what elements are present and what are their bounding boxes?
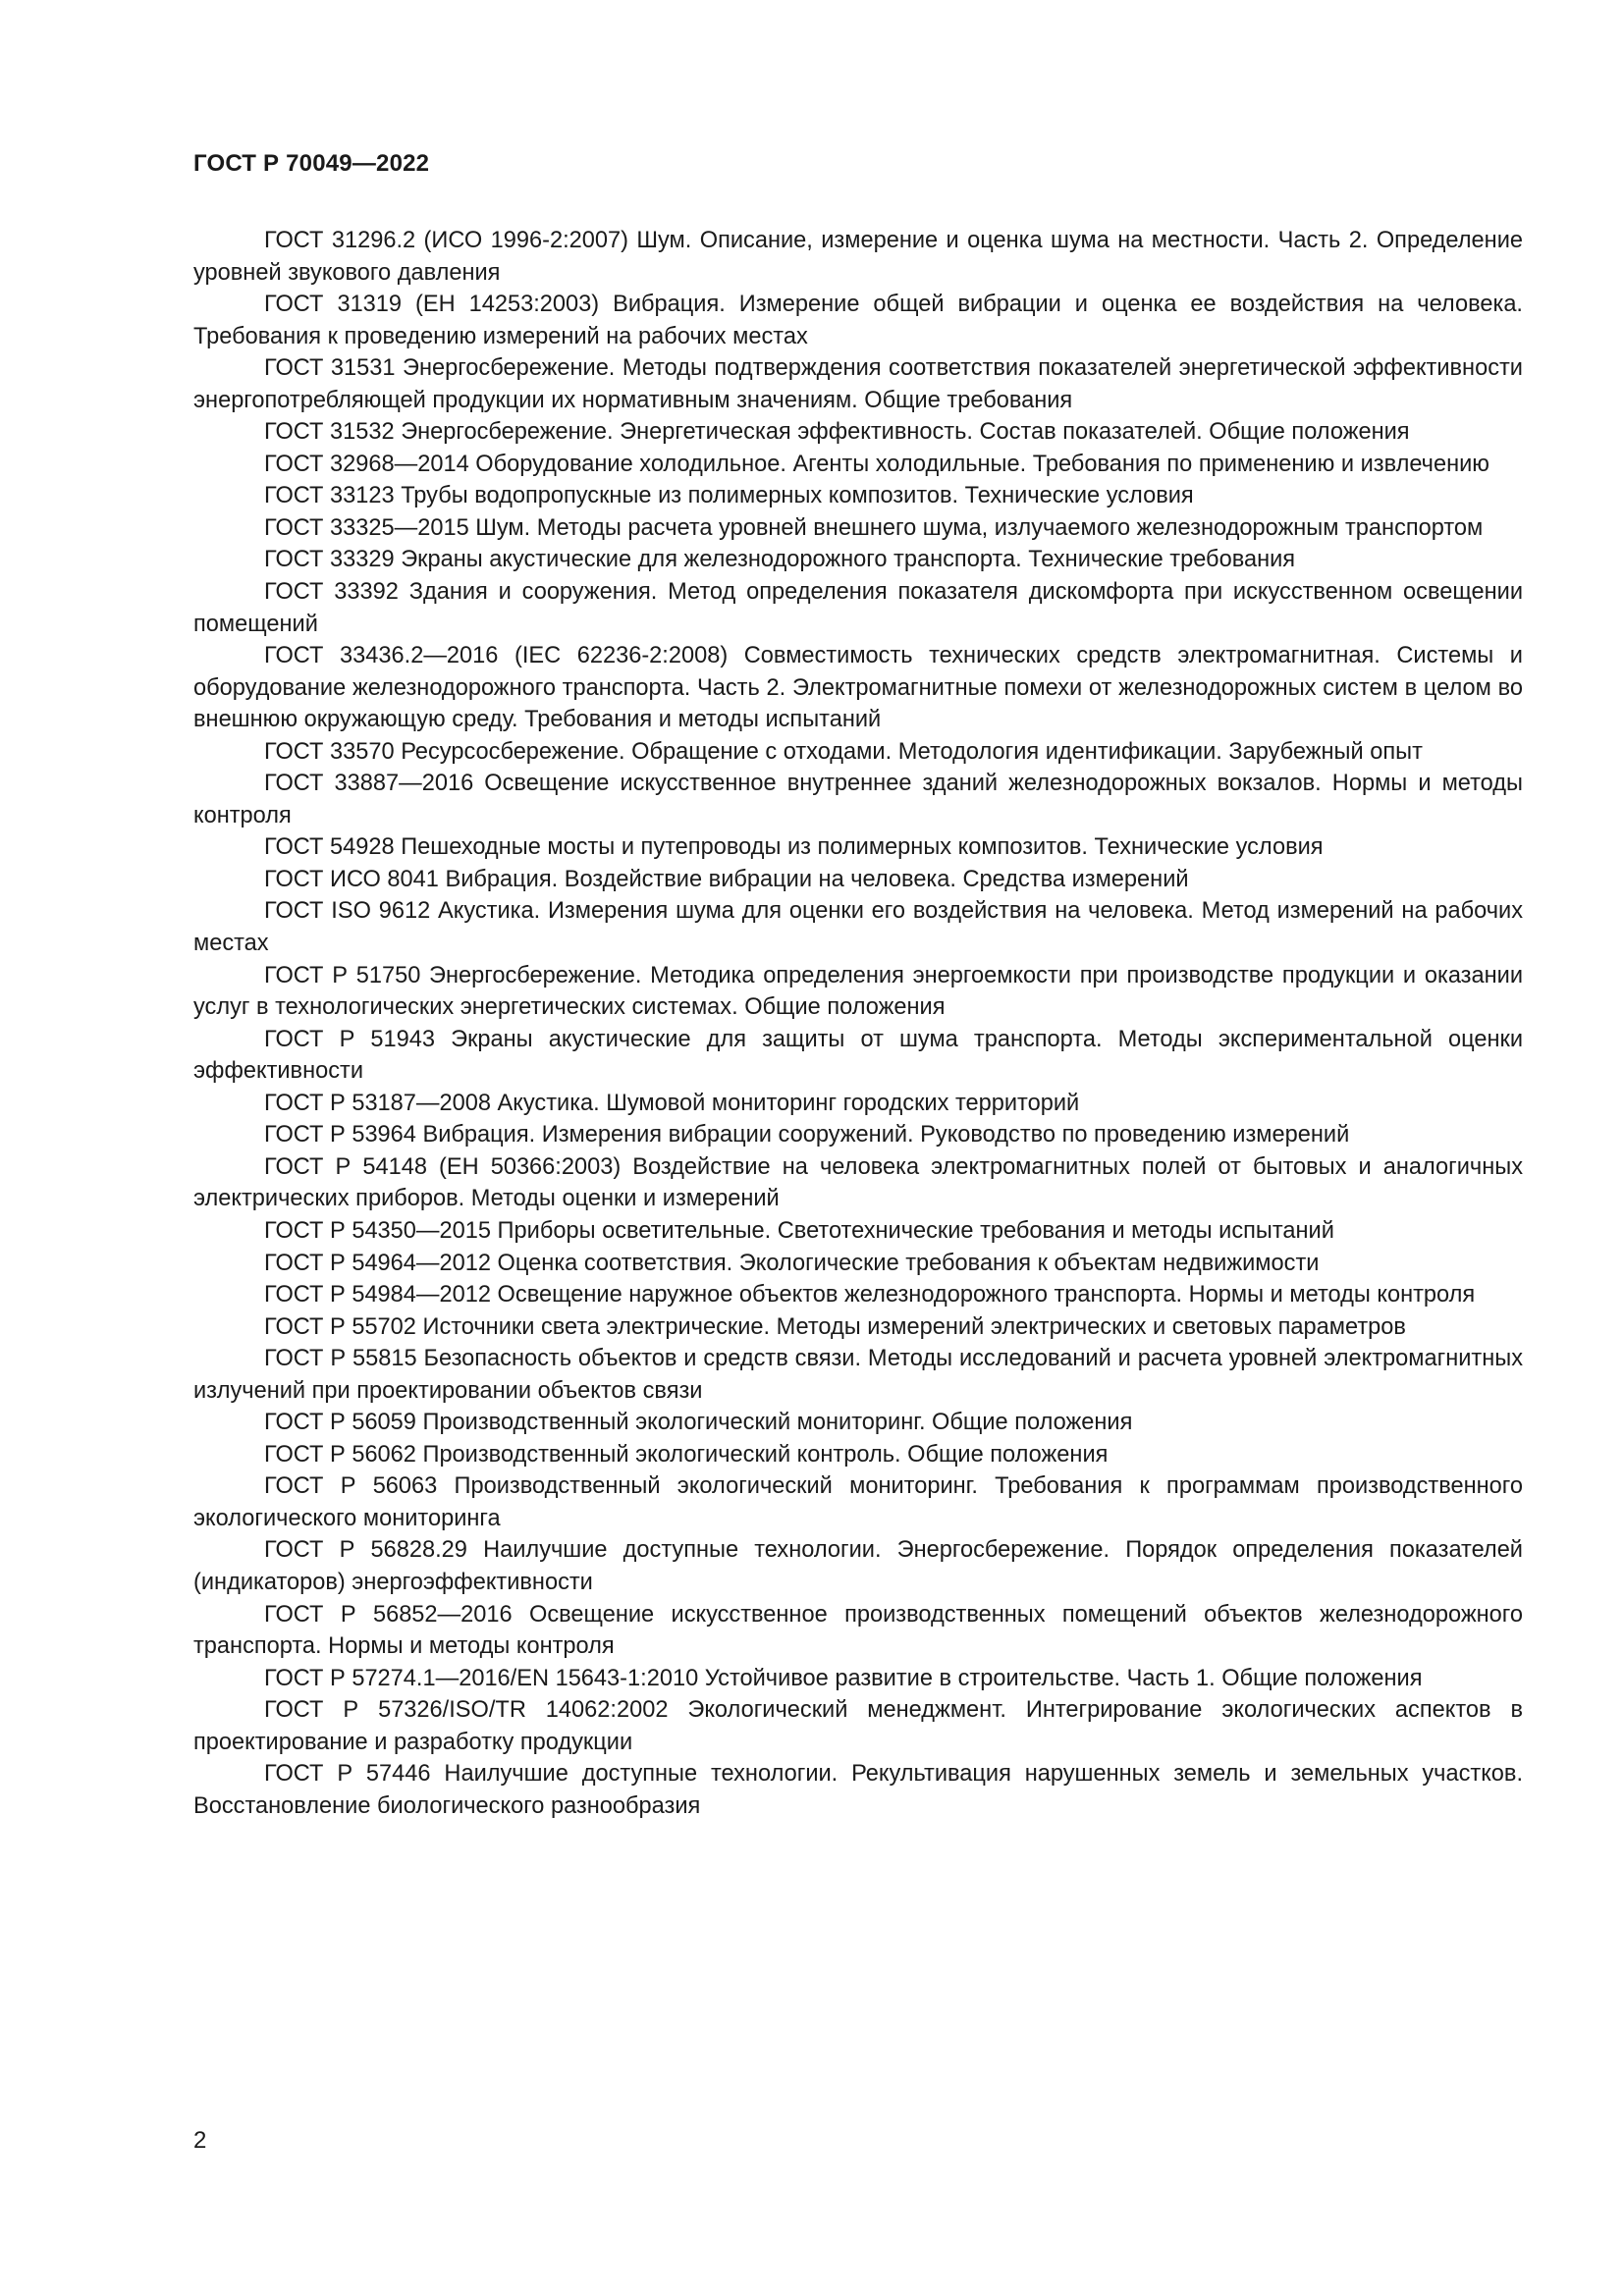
reference-item: ГОСТ 33887—2016 Освещение искусственное внутреннее зданий железнодорожных вокзалов. Нормы и методы контроля	[193, 771, 1530, 828]
reference-item: ГОСТ Р 53964 Вибрация. Измерения вибрации сооружений. Руководство по проведению измерений	[264, 1122, 1350, 1148]
reference-item: ГОСТ 33325—2015 Шум. Методы расчета уровней внешнего шума, излучаемого железнодорожным транспортом	[264, 514, 1484, 541]
reference-item: ГОСТ Р 55815 Безопасность объектов и средств связи. Методы исследований и расчета уровней электромагнитных излучений при проектировании объектов связи	[193, 1346, 1530, 1404]
reference-item: ГОСТ Р 55702 Источники света электрические. Методы измерений электрических и световых параметров	[264, 1313, 1406, 1340]
reference-item: ГОСТ Р 56059 Производственный экологический мониторинг. Общие положения	[264, 1410, 1133, 1436]
reference-item: ГОСТ 54928 Пешеходные мосты и путепроводы из полимерных композитов. Технические условия	[264, 834, 1324, 861]
reference-item: ГОСТ 33570 Ресурсосбережение. Обращение с отходами. Методология идентификации. Зарубежный опыт	[264, 738, 1423, 765]
reference-item: ГОСТ Р 51943 Экраны акустические для защиты от шума транспорта. Методы экспериментальной оценки эффективности	[193, 1026, 1530, 1085]
reference-item: ГОСТ Р 54964—2012 Оценка соответствия. Экологические требования к объектам недвижимости	[264, 1250, 1320, 1276]
reference-item: ГОСТ 33329 Экраны акустические для железнодорожного транспорта. Технические требования	[264, 547, 1296, 573]
reference-item: ГОСТ 31319 (ЕН 14253:2003) Вибрация. Измерение общей вибрации и оценка ее воздействия на человека. Требования к проведению измерений на рабочих местах	[193, 292, 1530, 349]
normative-references-list	[193, 225, 1530, 1822]
reference-item: ГОСТ Р 56062 Производственный экологический контроль. Общие положения	[264, 1441, 1109, 1468]
reference-item: ГОСТ Р 57274.1—2016/EN 15643-1:2010 Устойчивое развитие в строительстве. Часть 1. Общие положения	[264, 1665, 1423, 1691]
reference-item: ГОСТ 32968—2014 Оборудование холодильное. Агенты холодильные. Требования по применению и извлечению	[264, 451, 1490, 477]
reference-item: ГОСТ Р 56063 Производственный экологический мониторинг. Требования к программам производственного экологического мониторинга	[193, 1473, 1530, 1531]
reference-item: ГОСТ Р 56852—2016 Освещение искусственное производственных помещений объектов железнодорожного транспорта. Нормы и методы контроля	[193, 1601, 1530, 1660]
reference-item: ГОСТ Р 51750 Энергосбережение. Методика определения энергоемкости при производстве продукции и оказании услуг в технологических энергетических системах. Общие положения	[193, 962, 1530, 1021]
document-header: ГОСТ Р 70049—2022	[193, 150, 430, 177]
reference-item: ГОСТ Р 56828.29 Наилучшие доступные технологии. Энергосбережение. Порядок определения показателей (индикаторов) энергоэффективности	[193, 1537, 1530, 1595]
reference-item: ГОСТ Р 54350—2015 Приборы осветительные. Светотехнические требования и методы испытаний	[264, 1217, 1334, 1244]
reference-item: ГОСТ 31532 Энергосбережение. Энергетическая эффективность. Состав показателей. Общие положения	[264, 419, 1410, 446]
reference-item: ГОСТ Р 57446 Наилучшие доступные технологии. Рекультивация нарушенных земель и земельных участков. Восстановление биологического разнообразия	[193, 1761, 1530, 1819]
reference-item: ГОСТ ISO 9612 Акустика. Измерения шума для оценки его воздействия на человека. Метод измерений на рабочих местах	[193, 898, 1530, 957]
reference-item: ГОСТ 31531 Энергосбережение. Методы подтверждения соответствия показателей энергетической эффективности энергопотребляющей продукции их нормативным значениям. Общие требования	[193, 355, 1530, 413]
reference-item: ГОСТ ИСО 8041 Вибрация. Воздействие вибрации на человека. Средства измерений	[264, 866, 1189, 892]
reference-item: ГОСТ Р 53187—2008 Акустика. Шумовой мониторинг городских территорий	[264, 1090, 1080, 1116]
reference-item: ГОСТ 33436.2—2016 (IEC 62236-2:2008) Совместимость технических средств электромагнитная. Системы и оборудование железнодорожного транспорта. Часть 2. Электромагнитные помехи от железнодорожных систем в целом во внешнюю окружающую среду. Требования и методы испытаний	[193, 643, 1530, 733]
reference-item: ГОСТ Р 54148 (ЕН 50366:2003) Воздействие на человека электромагнитных полей от бытовых и аналогичных электрических приборов. Методы оценки и измерений	[193, 1153, 1530, 1212]
reference-item: ГОСТ 33392 Здания и сооружения. Метод определения показателя дискомфорта при искусственном освещении помещений	[193, 579, 1530, 637]
reference-item: ГОСТ Р 54984—2012 Освещение наружное объектов железнодорожного транспорта. Нормы и методы контроля	[264, 1282, 1476, 1308]
reference-item: ГОСТ 31296.2 (ИСО 1996-2:2007) Шум. Описание, измерение и оценка шума на местности. Часть 2. Определение уровней звукового давления	[193, 228, 1530, 286]
page-number: 2	[193, 2127, 207, 2154]
reference-item: ГОСТ 33123 Трубы водопропускные из полимерных композитов. Технические условия	[264, 483, 1194, 509]
reference-item: ГОСТ Р 57326/ISO/TR 14062:2002 Экологический менеджмент. Интегрирование экологических аспектов в проектирование и разработку продукции	[193, 1697, 1530, 1755]
